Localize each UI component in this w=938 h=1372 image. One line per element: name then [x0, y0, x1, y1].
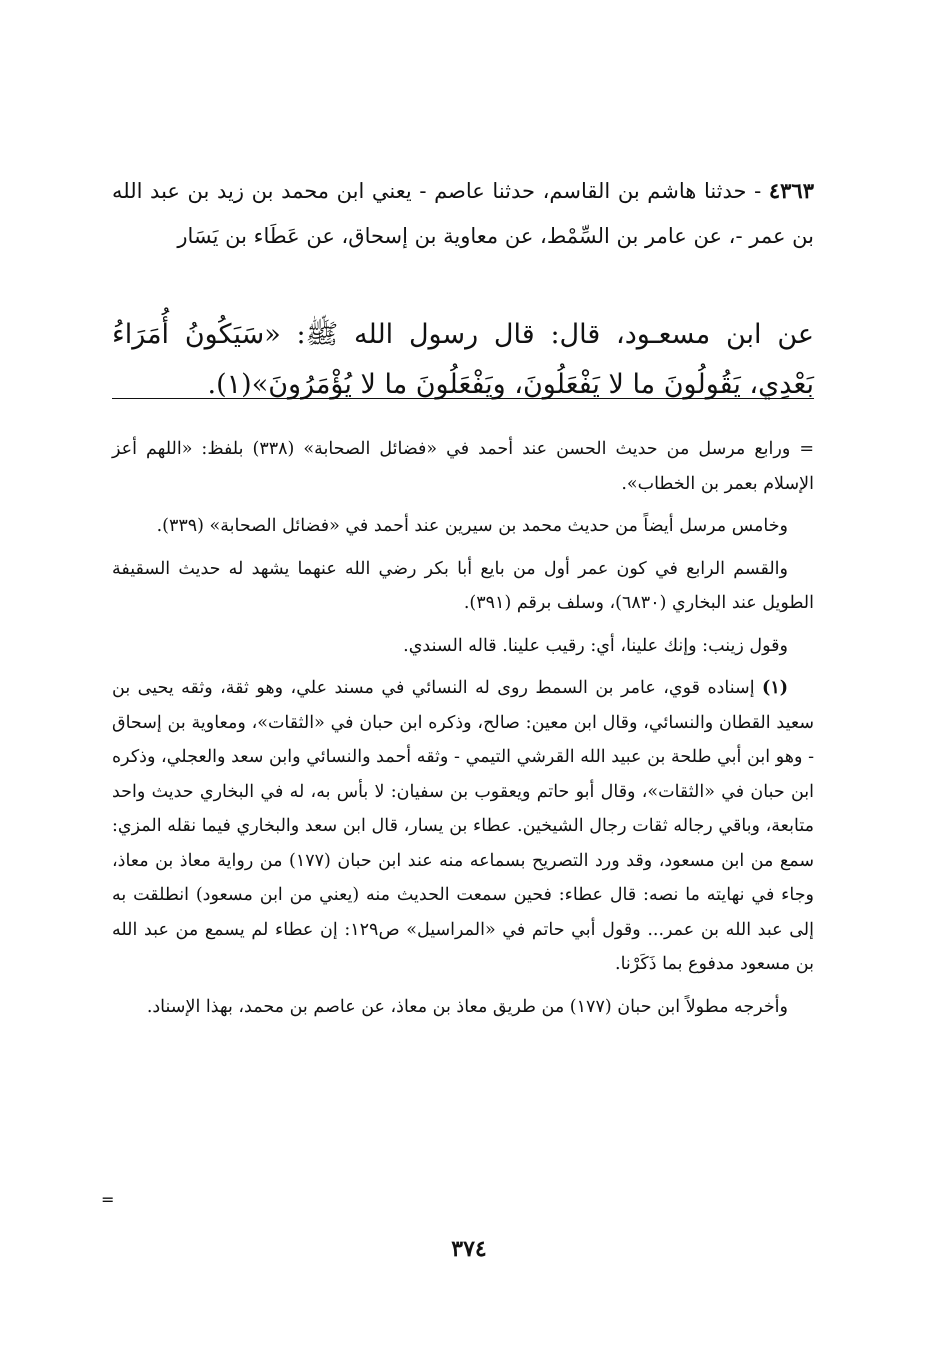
hadith-isnad-text: - حدثنا هاشم بن القاسم، حدثنا عاصم - يعني ابن محمد بن زيد بن عبد الله بن عمر -، عن عامر بن السِّمْط، عن معاوية بن إسحاق، عن عَطَاء بن يَسَار — [112, 179, 814, 248]
footnote-paragraph-1: = ورابع مرسل من حديث الحسن عند أحمد في «فضائل الصحابة» (٣٣٨) بلفظ: «اللهم أعز الإسلام بعمر بن الخطاب». — [112, 439, 814, 494]
hadith-matn-paragraph — [112, 310, 814, 410]
footnote-paragraph-2: وخامس مرسل أيضاً من حديث محمد بن سيرين عند أحمد في «فضائل الصحابة» (٣٣٩). — [156, 516, 788, 536]
hadith-number: ٤٣٦٣ — [768, 178, 814, 203]
page-number: ٣٧٤ — [451, 1236, 487, 1262]
hadith-isnad-paragraph — [112, 168, 814, 259]
hadith-matn-text: عن ابن مسعـود، قال: قال رسول الله ﷺ: «سَيَكُونُ أُمَرَاءُ بَعْدِي، يَقُولُونَ ما لا يَفْعَلُونَ، ويَفْعَلُونَ ما لا يُؤْمَرُونَ»(١). — [112, 319, 814, 400]
footnote-1-text: إسناده قوي، عامر بن السمط روى له النسائي في مسند علي، وهو ثقة، وثقه يحيى بن سعيد القطان والنسائي، وقال ابن معين: صالح، وذكره ابن حبان في «الثقات»، ومعاوية بن إسحاق - وهو ابن أبي طلحة بن عبيد الله القرشي التيمي - وثقه أحمد والنسائي وابن سعد والعجلي، وذكره ابن حبان في «الثقات»، وقال أبو حاتم ويعقوب بن سفيان: لا بأس به، له في البخاري حديث واحد متابعة، وباقي رجاله ثقات رجال الشيخين. عطاء بن يسار، قال ابن سعد والبخاري فيما نقله المزي: سمع من ابن مسعود، وقد ورد التصريح بسماعه منه عند ابن حبان (١٧٧) من رواية معاذ بن معاذ، وجاء في نهايته ما نصه: قال عطاء: فحين سمعت الحديث منه (يعني من ابن مسعود) انطلقت به إلى عبد الله بن عمر... وقول أبي حاتم في «المراسيل» ص١٢٩: إن عطاء لم يسمع من عبد الله بن مسعود مدفوع بما ذَكَرْنا. — [112, 678, 815, 974]
continuation-mark: = — [101, 1190, 115, 1209]
footnote-1-marker: (١) — [762, 678, 788, 698]
footnotes-section — [112, 432, 814, 1032]
footnote-paragraph-3: والقسم الرابع في كون عمر أول من بايع أبا بكر رضي الله عنهما يشهد له حديث السقيفة الطويل عند البخاري (٦٨٣٠)، وسلف برقم (٣٩١). — [112, 558, 814, 613]
footnote-paragraph-6: وأخرجه مطولاً ابن حبان (١٧٧) من طريق معاذ بن معاذ، عن عاصم بن محمد، بهذا الإسناد. — [146, 996, 788, 1017]
footnote-separator-line — [112, 398, 814, 399]
footnote-paragraph-4: وقول زينب: وإنك علينا، أي: رقيب علينا. قاله السندي. — [403, 635, 788, 656]
footnote-1-paragraph — [112, 671, 814, 982]
